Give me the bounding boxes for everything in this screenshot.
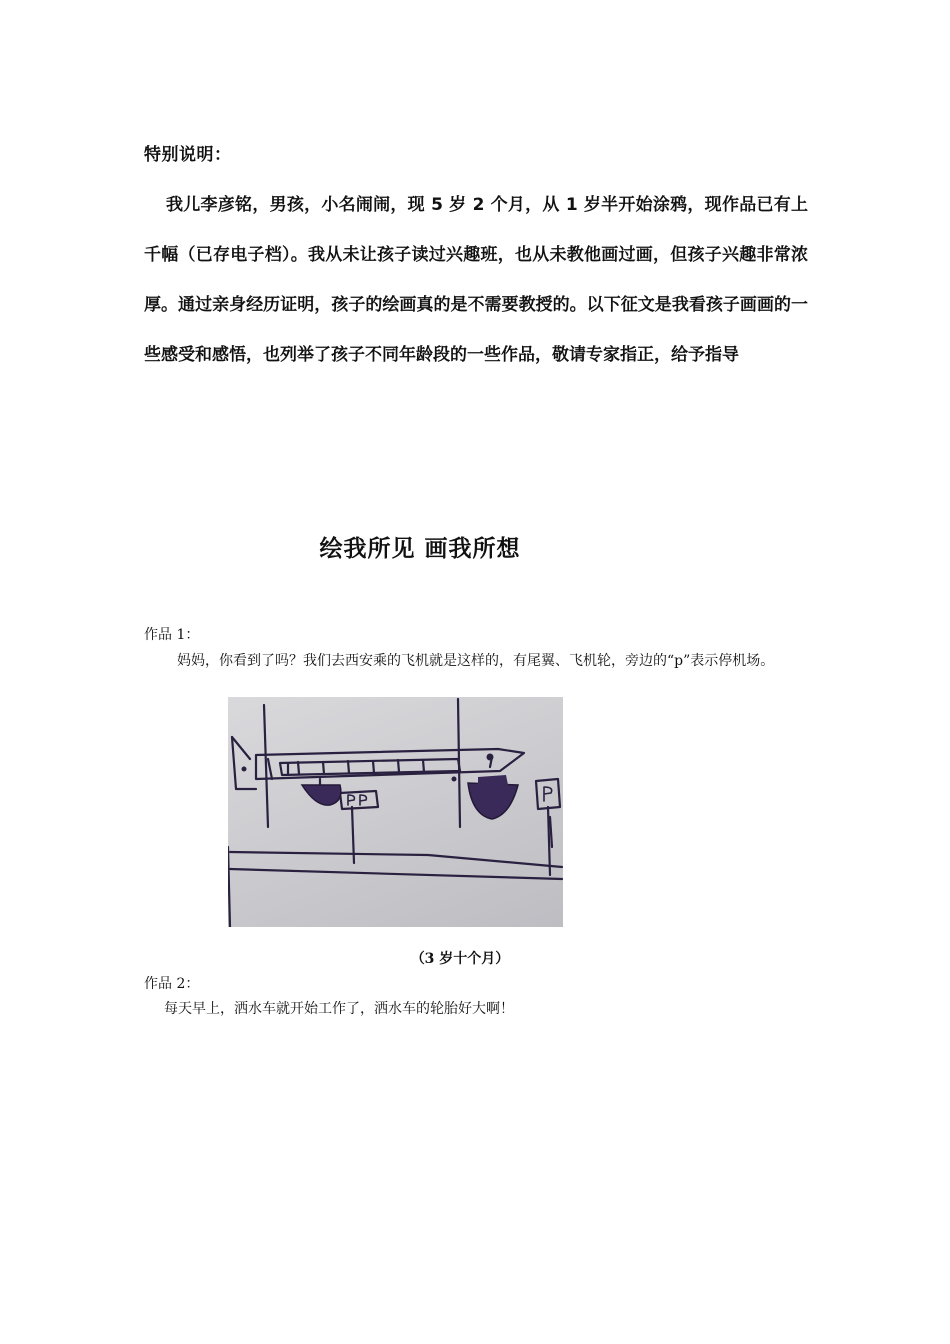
work-1-caption — [0, 948, 950, 968]
work-1-caption-text: （3 岁十个月） — [410, 951, 510, 967]
work-2-text: 每天早上，洒水车就开始工作了，洒水车的轮胎好大啊！ — [164, 1001, 514, 1017]
work-1-text: 妈妈，你看到了吗？我们去西安乘的飞机就是这样的，有尾翼、飞机轮，旁边的“p”表示停机场。 — [177, 653, 775, 669]
essay-title — [0, 530, 950, 563]
intro-paragraph: 我儿李彦铭，男孩，小名闹闹，现 5 岁 2 个月，从 1 岁半开始涂鸦，现作品已有上千幅（已存电子档）。我从未让孩子读过兴趣班，也从未教他画过画，但孩子兴趣非常浓厚。通过亲身经历证明，孩子的绘画真的是不需要教授的。以下征文是我看孩子画画的一些感受和感悟，也列举了孩子不同年龄段的一些作品，敬请专家指正，给予指导 — [144, 195, 808, 365]
essay-title-text: 绘我所见 画我所想 — [319, 536, 521, 562]
work-1-label: 作品 1： — [144, 627, 200, 643]
airplane-drawing-sketch — [228, 697, 563, 927]
work-2-label: 作品 2： — [144, 976, 200, 992]
note-heading: 特别说明： — [144, 145, 232, 165]
child-drawing-airplane — [228, 697, 563, 927]
